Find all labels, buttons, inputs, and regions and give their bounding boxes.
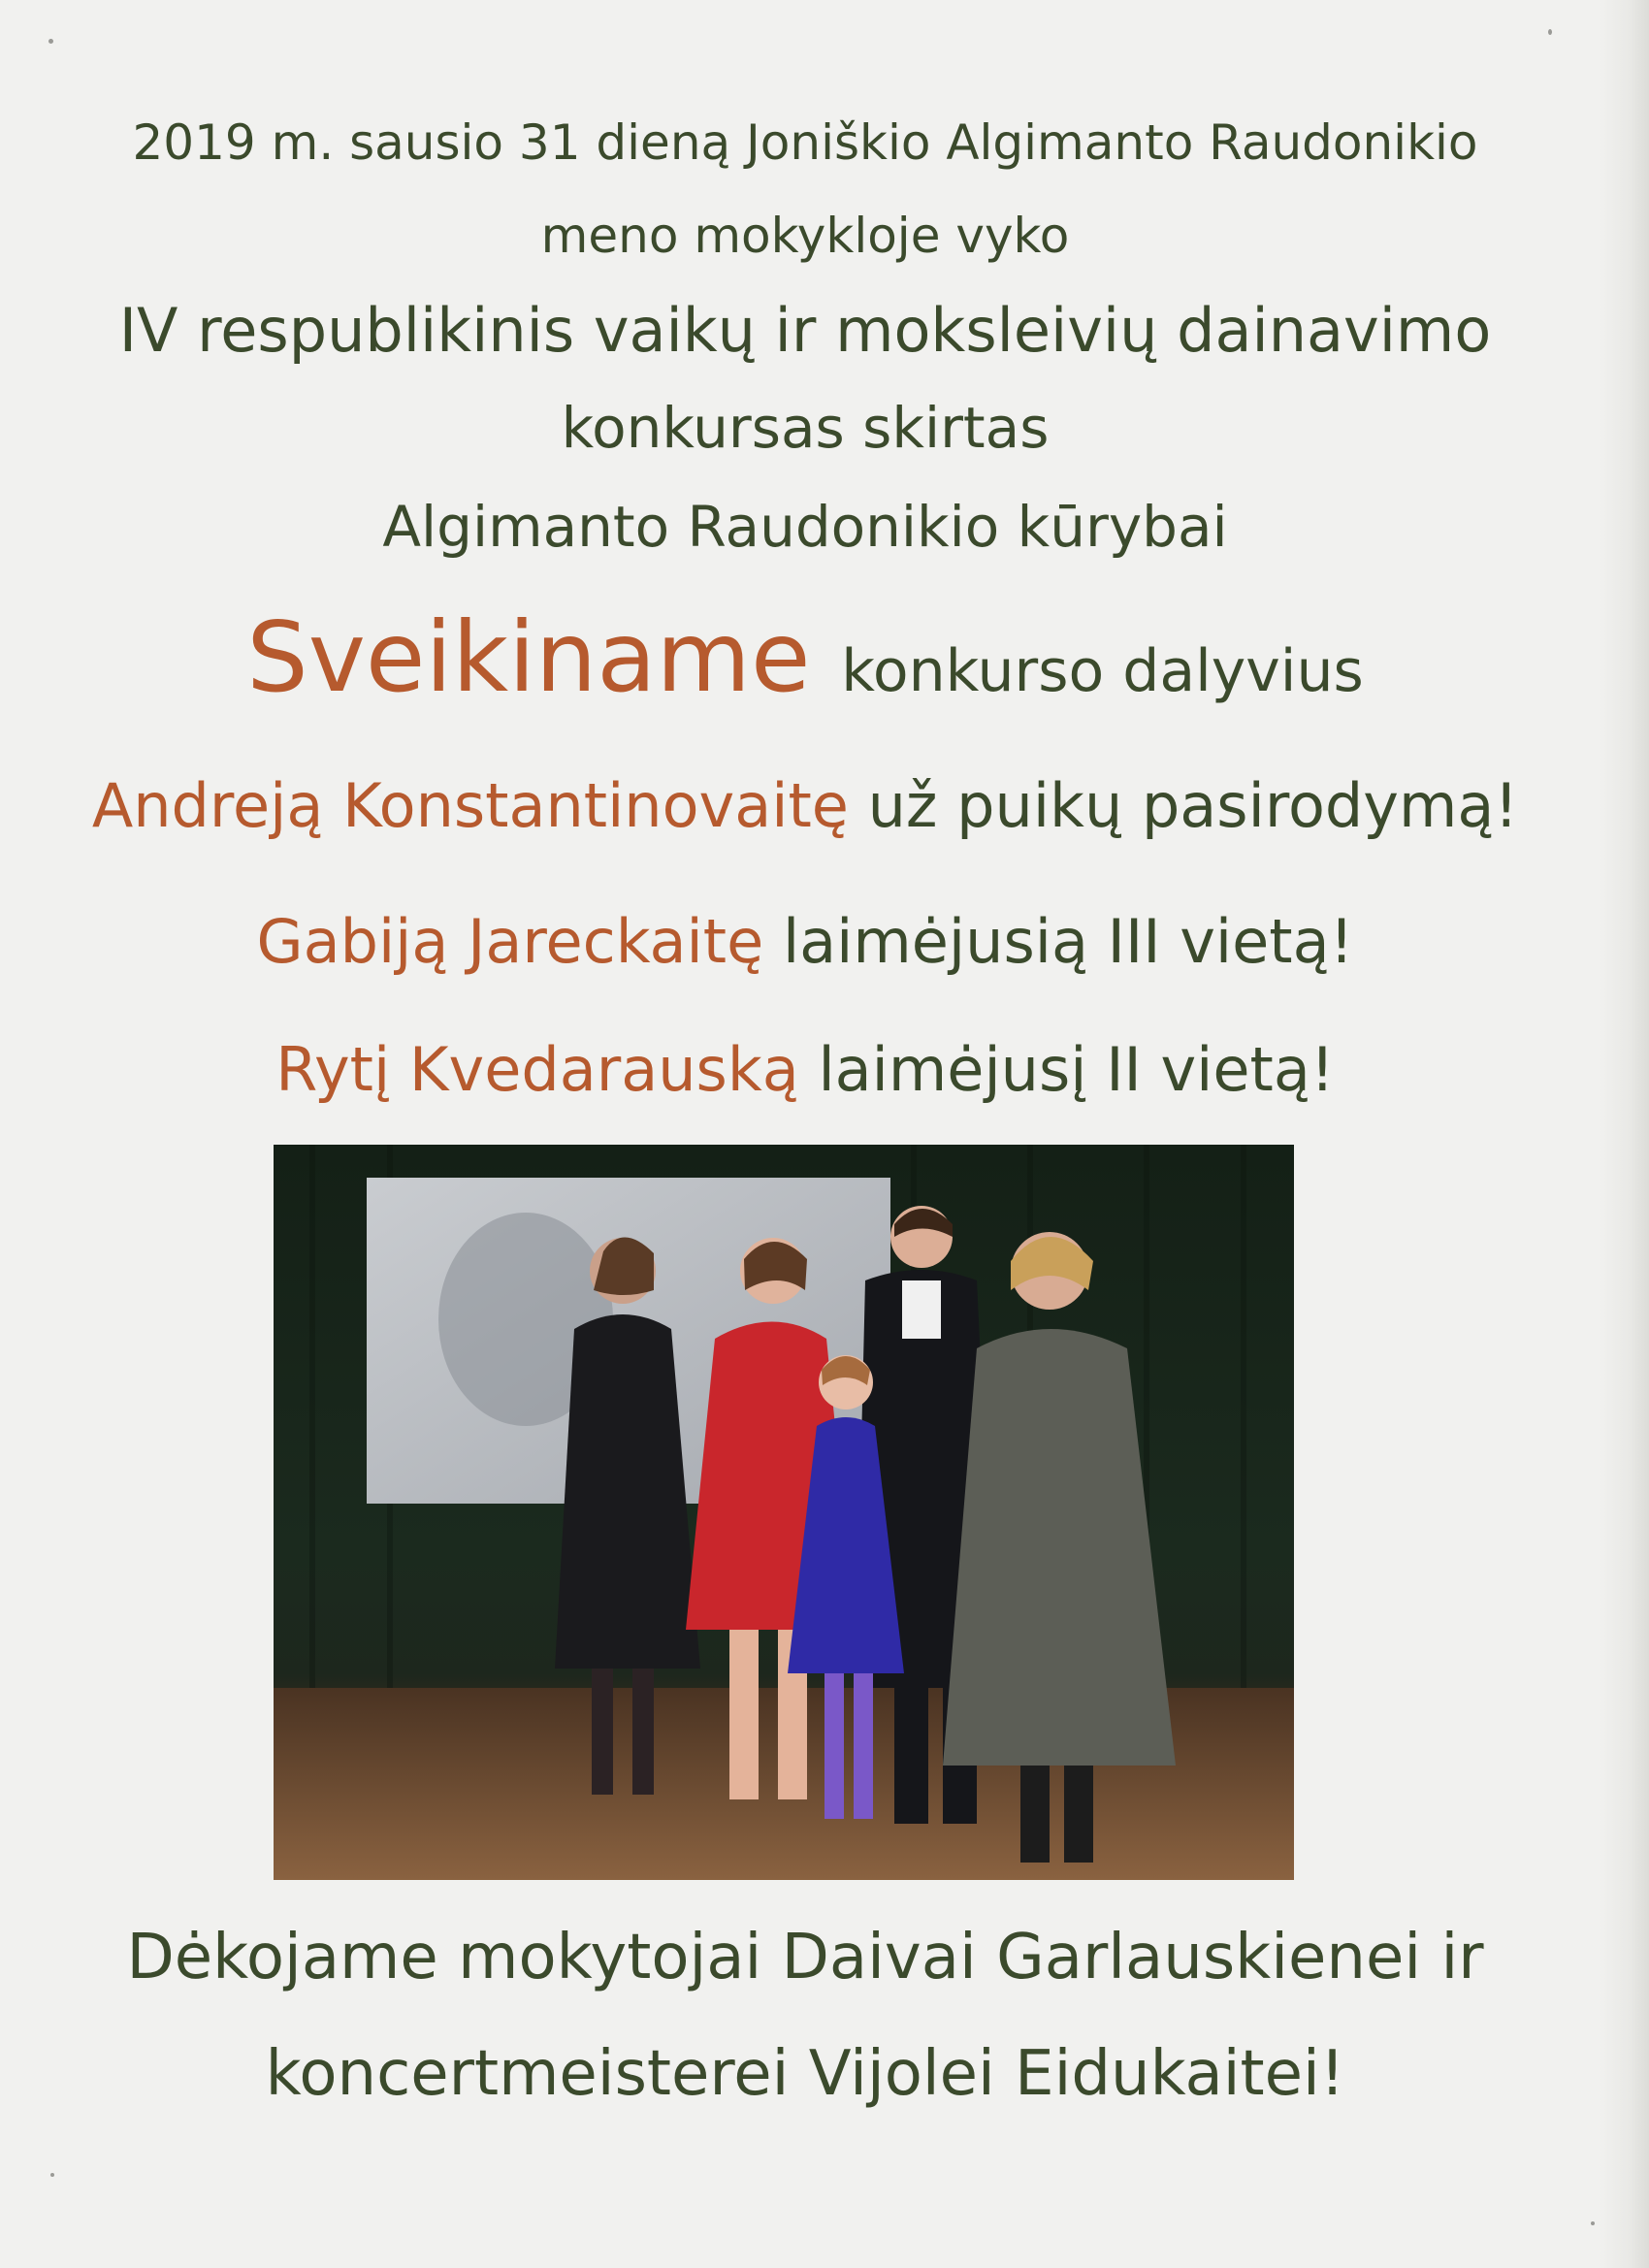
winner-name: Andreją Konstantinovaitę (91, 770, 849, 841)
winner-text: laimėjusį II vietą! (818, 1034, 1335, 1105)
scan-speck (1548, 29, 1552, 35)
thanks-line-1: Dėkojame mokytojai Daivai Garlauskienei ir (126, 1922, 1484, 1993)
winner-text: laimėjusią III vietą! (782, 906, 1354, 977)
header-line-2: meno mokykloje vyko (540, 208, 1070, 264)
greeting-big-word: Sveikiname (246, 600, 811, 714)
scan-speck (1591, 2221, 1595, 2225)
thanks-line-2: koncertmeisterei Vijolei Eidukaitei! (265, 2038, 1345, 2110)
scan-speck (50, 2173, 54, 2177)
winner-line-1 (0, 770, 1610, 841)
header-line-1: 2019 m. sausio 31 dieną Joniškio Algimanto Raudonikio (132, 114, 1478, 171)
winner-text: už puikų pasirodymą! (867, 770, 1519, 841)
group-photo (274, 1145, 1294, 1880)
header-line-3: IV respublikinis vaikų ir moksleivių dainavimo (118, 295, 1492, 366)
winner-name: Rytį Kvedarauską (275, 1034, 799, 1105)
winner-line-3 (0, 1034, 1610, 1105)
winner-name: Gabiją Jareckaitę (256, 906, 764, 977)
header-line-4: konkursas skirtas (561, 395, 1050, 461)
greeting-line (0, 600, 1610, 714)
scan-speck (48, 39, 53, 44)
winner-line-2 (0, 906, 1610, 977)
greeting-rest: konkurso dalyvius (841, 637, 1364, 705)
header-line-5: Algimanto Raudonikio kūrybai (382, 494, 1228, 560)
